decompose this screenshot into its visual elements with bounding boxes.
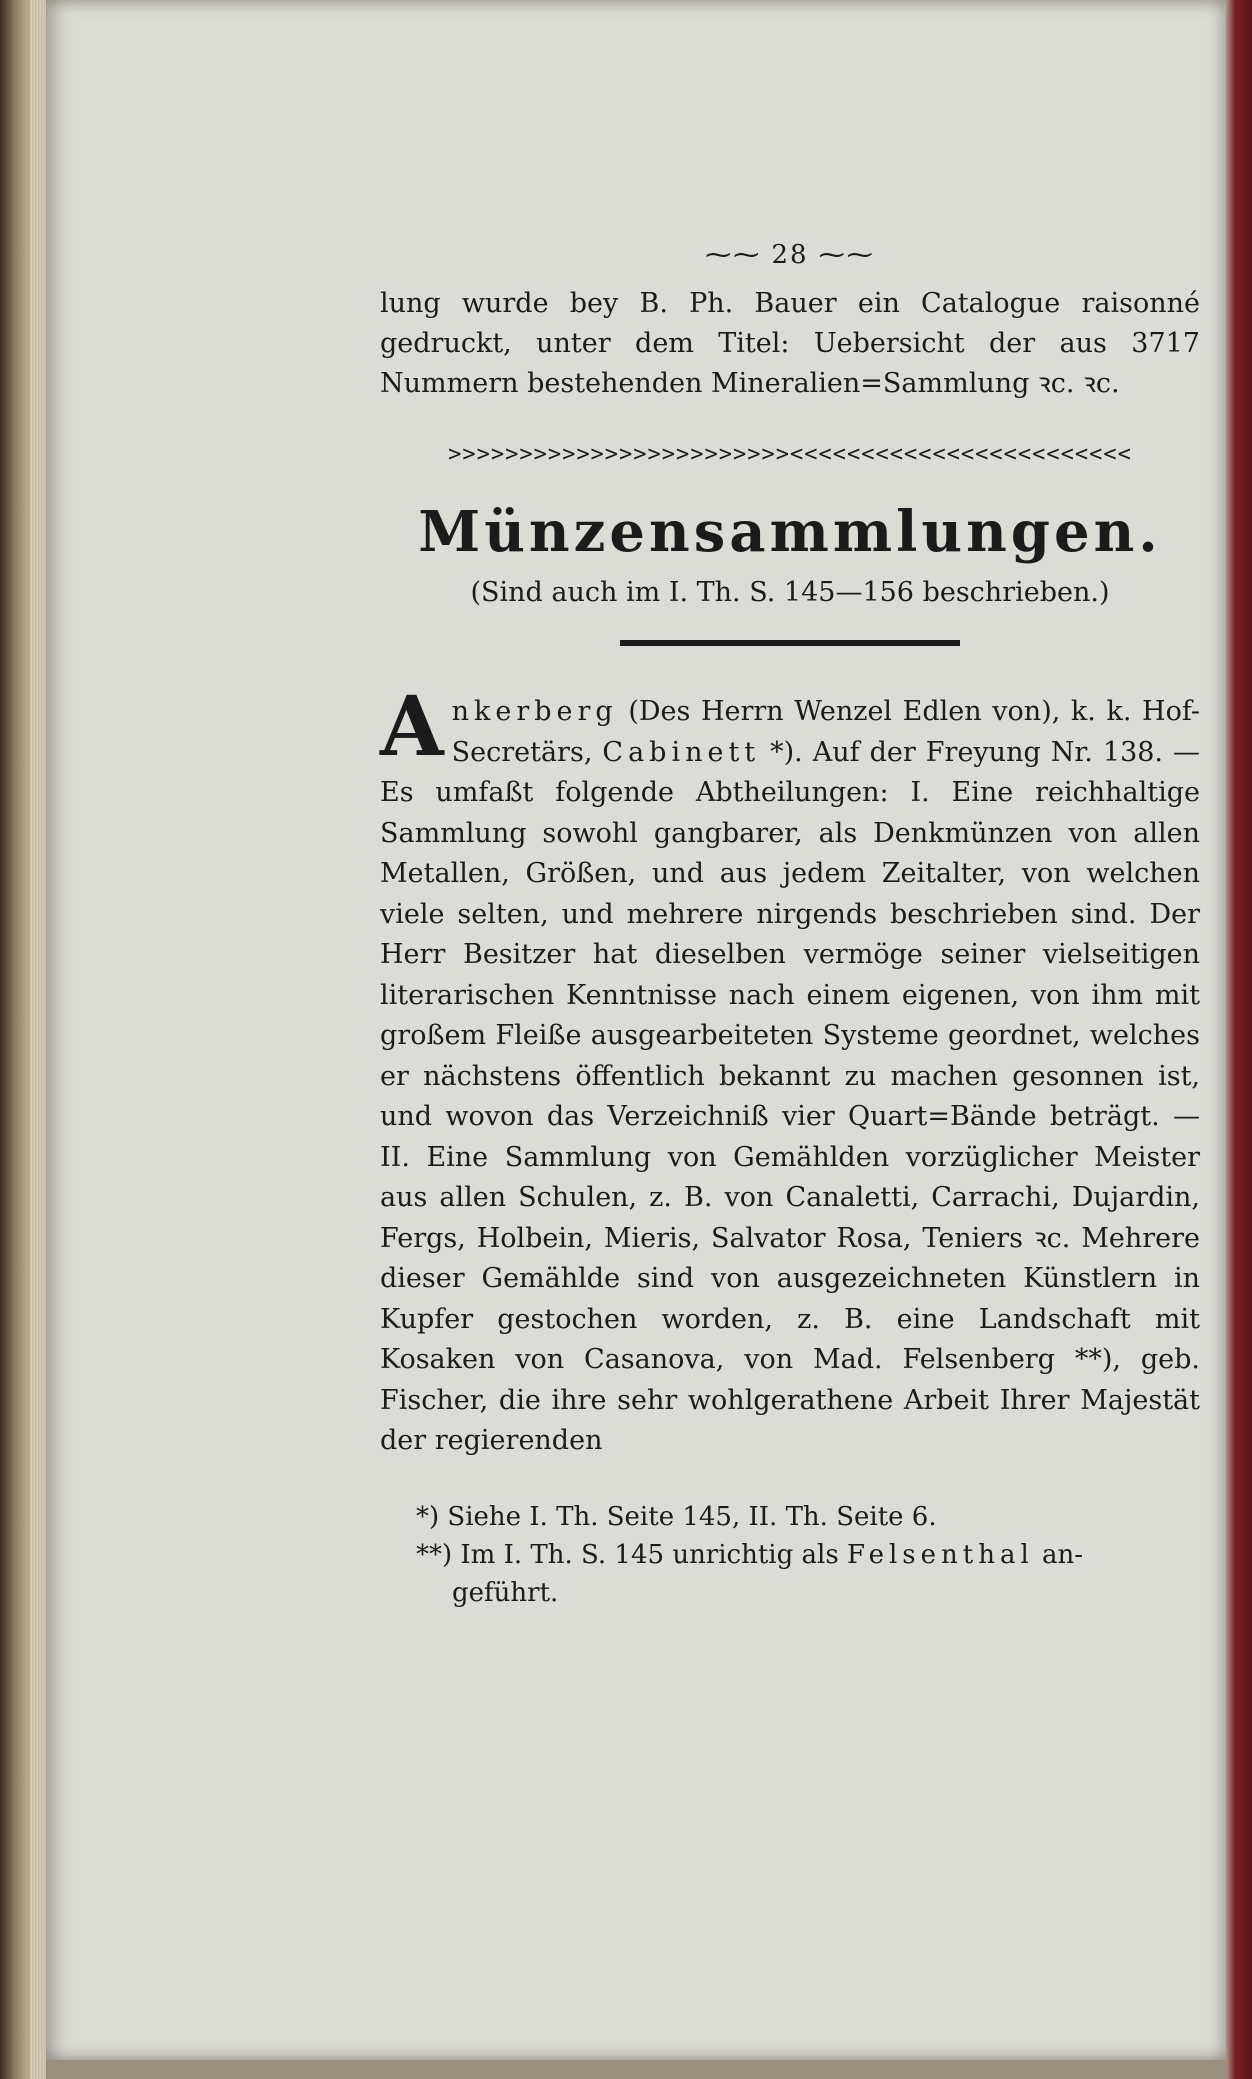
footnote-2-text: **) Im I. Th. S. 145 unrichtig als bbox=[416, 1539, 847, 1570]
entry-cabinet: Cabinett bbox=[602, 736, 761, 768]
entry-paragraph bbox=[380, 679, 1200, 1462]
entry-name: nkerberg bbox=[451, 696, 618, 727]
page-content bbox=[380, 240, 1200, 1612]
page-bottom-edge bbox=[46, 2060, 1226, 2079]
footnote-2-spaced: Felsenthal bbox=[846, 1539, 1034, 1570]
intro-paragraph: lung wurde bey B. Ph. Bauer ein Catalogue raisonné gedruckt, unter dem Titel: Uebersicht der aus 3717 Nummern bestehenden Mineralien=Sammlung ꝛc. ꝛc. bbox=[380, 288, 1200, 399]
entry-text-1: (Des Herrn Wenzel Edlen von), k. k. Hof-Secretärs, bbox=[451, 696, 1200, 768]
footnote-1: *) Siehe I. Th. Seite 145, II. Th. Seite 6. bbox=[416, 1501, 937, 1532]
footnote-2-end: an- bbox=[1033, 1539, 1084, 1570]
footnote-2-continuation: geführt. bbox=[452, 1577, 559, 1608]
horizontal-rule bbox=[620, 640, 960, 646]
footnote-2 bbox=[416, 1536, 1200, 1574]
section-title: Münzensammlungen. bbox=[418, 499, 1162, 565]
ornament-divider: >>>>>>>>>>>>>>>>>>>>>>>><<<<<<<<<<<<<<<<<<<<<<<< bbox=[448, 442, 1132, 467]
section-subtitle: (Sind auch im I. Th. S. 145—156 beschrieben.) bbox=[470, 577, 1110, 608]
book-cover-edge bbox=[1226, 0, 1252, 2079]
entry-text-2: *). Auf der Freyung Nr. 138. — Es umfaßt folgende Abtheilungen: I. Eine reichhaltige Sammlung sowohl gangbarer, als Denkmünzen von allen Metallen, Größen, und aus jedem Zeitalter, von welchen viele selten, und mehrere nirgends beschrieben sind. Der Herr Besitzer hat dieselben vermöge seiner vielseitigen literarischen Kenntnisse nach einem eigenen, von ihm mit großem Fleiße ausgearbeiteten Systeme geordnet, welches er nächstens öffentlich bekannt zu machen gesonnen ist, und wovon das Verzeichniß vier Quart=Bände beträgt. — II. Eine Sammlung von Gemählden vorzüglicher Meister aus allen Schulen, z. B. von Canaletti, Carrachi, Dujardin, Fergs, Holbein, Mieris, Salvator Rosa, Teniers ꝛc. Mehrere dieser Gemählde sind von ausgezeichneten Künstlern in Kupfer gestochen worden, z. B. eine Landschaft mit Kosaken von Casanova, von Mad. Felsenberg **), geb. Fischer, die ihre sehr wohlgerathene Arbeit Ihrer Majestät der regierenden bbox=[380, 736, 1200, 1456]
page-number: ⁓⁓ 28 ⁓⁓ bbox=[705, 240, 875, 270]
footnotes bbox=[380, 1498, 1200, 1612]
drop-capital: A bbox=[380, 679, 444, 775]
